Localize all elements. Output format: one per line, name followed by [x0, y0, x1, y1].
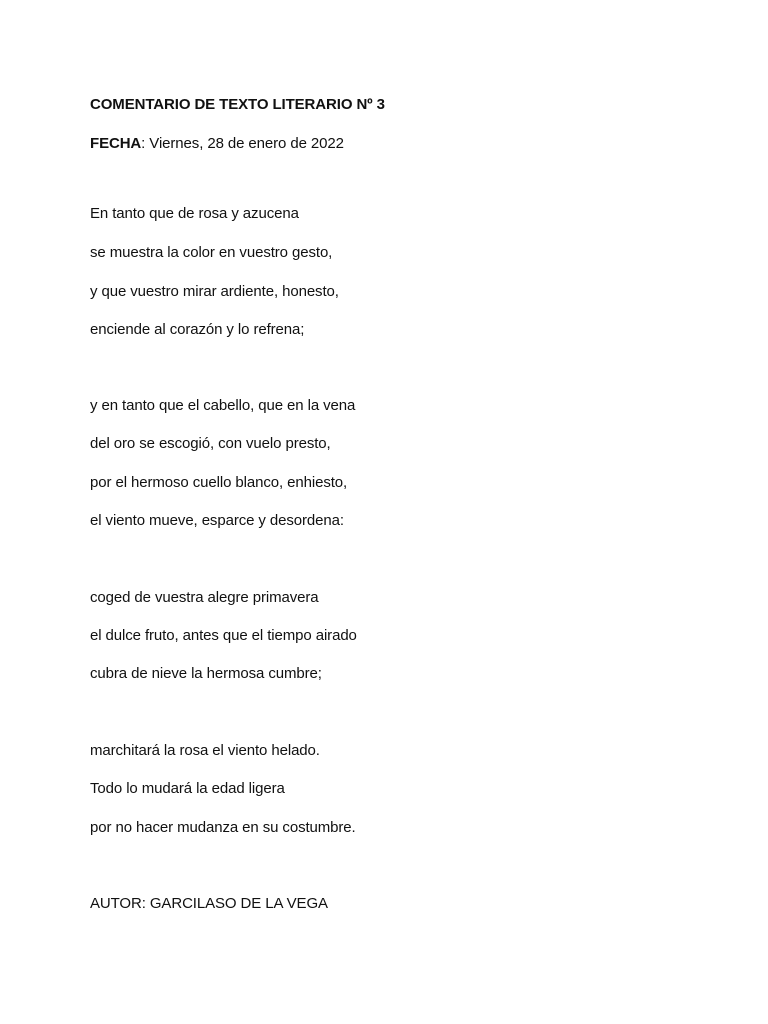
poem-line: coged de vuestra alegre primavera	[90, 589, 319, 606]
poem-line: por no hacer mudanza en su costumbre.	[90, 819, 356, 836]
document-title: COMENTARIO DE TEXTO LITERARIO Nº 3	[90, 96, 385, 113]
author-line: AUTOR: GARCILASO DE LA VEGA	[90, 895, 328, 912]
date-label: FECHA	[90, 135, 142, 152]
date-value: : Viernes, 28 de enero de 2022	[141, 135, 344, 152]
date-line	[90, 134, 344, 154]
poem-line: por el hermoso cuello blanco, enhiesto,	[90, 474, 348, 491]
poem-line: En tanto que de rosa y azucena	[90, 205, 299, 222]
poem-line: enciende al corazón y lo refrena;	[90, 321, 305, 338]
poem-line: y que vuestro mirar ardiente, honesto,	[90, 283, 339, 300]
poem-line: marchitará la rosa el viento helado.	[90, 742, 320, 759]
poem-line: el dulce fruto, antes que el tiempo airado	[90, 627, 357, 644]
poem-line: se muestra la color en vuestro gesto,	[90, 244, 333, 261]
poem-line: el viento mueve, esparce y desordena:	[90, 512, 344, 529]
poem-line: Todo lo mudará la edad ligera	[90, 780, 285, 797]
poem-line: del oro se escogió, con vuelo presto,	[90, 435, 331, 452]
poem-line: y en tanto que el cabello, que en la vena	[90, 397, 356, 414]
poem-line: cubra de nieve la hermosa cumbre;	[90, 665, 322, 682]
